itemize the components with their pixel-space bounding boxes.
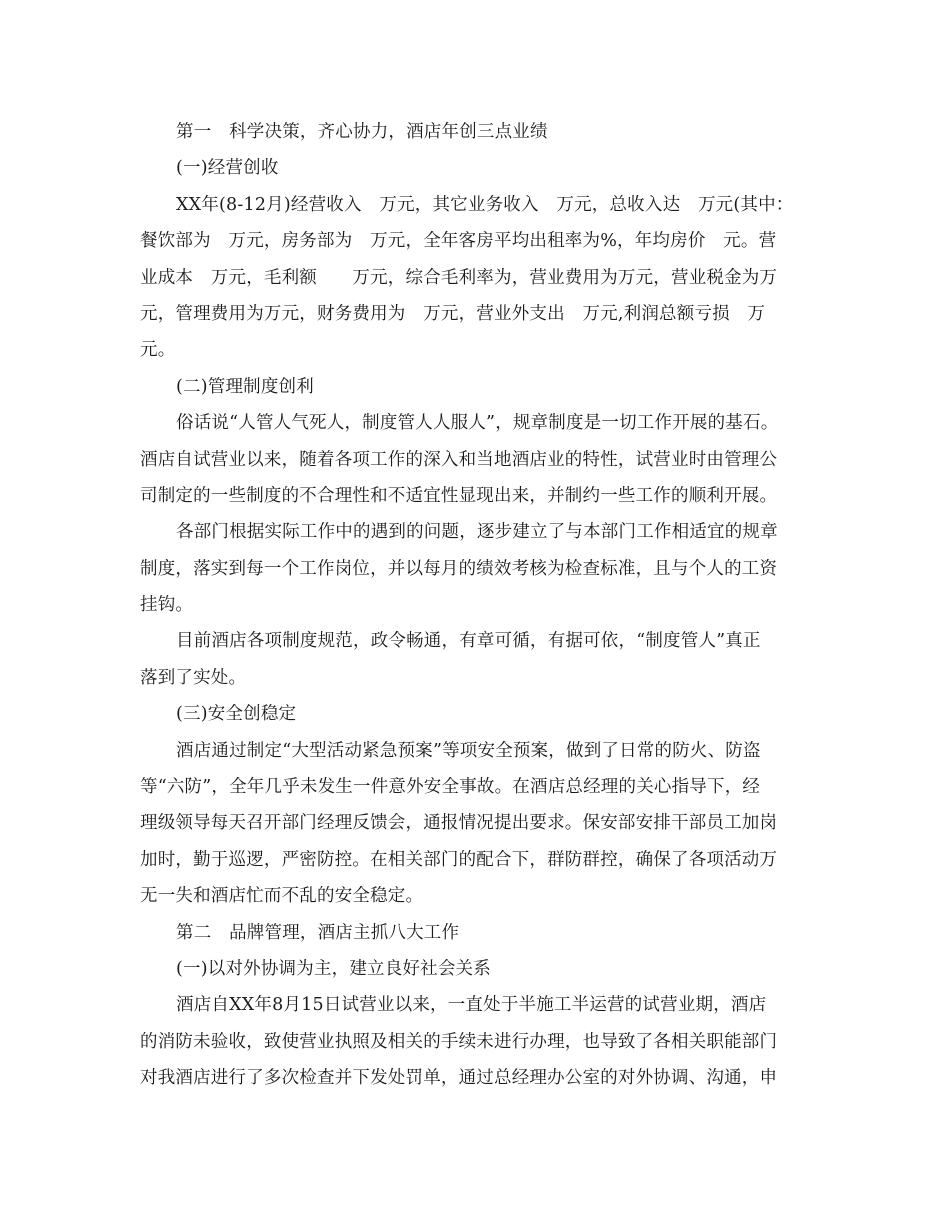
text-line: 对我酒店进行了多次检查并下发处罚单，通过总经理办公室的对外协调、沟通，申 <box>140 1068 778 1089</box>
document-body <box>140 114 815 1097</box>
text-line: 的消防未验收，致使营业执照及相关的手续未进行办理，也导致了各相关职能部门 <box>140 1031 778 1052</box>
text-line: 加时，勤于巡逻，严密防控。在相关部门的配合下，群防群控，确保了各项活动万 <box>140 849 778 870</box>
text-line: 目前酒店各项制度规范，政令畅通，有章可循，有据可依，“制度管人”真正 <box>176 631 761 652</box>
text-line: 酒店自XX年8月15日试营业以来，一直处于半施工半运营的试营业期，酒店 <box>176 995 767 1016</box>
text-line: 元，管理费用为万元，财务费用为 万元，营业外支出 万元,利润总额亏损 万 <box>140 303 766 324</box>
subheading-external-coordination: (一)以对外协调为主，建立良好社会关系 <box>176 958 491 979</box>
text-line: 元。 <box>140 340 176 361</box>
text-line: 各部门根据实际工作中的遇到的问题，逐步建立了与本部门工作相适宜的规章 <box>176 522 778 543</box>
text-line: 挂钩。 <box>140 595 194 616</box>
text-line: 司制定的一些制度的不合理性和不适宜性显现出来，并制约一些工作的顺利开展。 <box>140 485 778 506</box>
heading-part-two: 第二 品牌管理，酒店主抓八大工作 <box>176 922 460 943</box>
heading-part-one: 第一 科学决策，齐心协力，酒店年创三点业绩 <box>176 122 548 142</box>
subheading-management-system: (二)管理制度创利 <box>176 376 314 397</box>
text-line: XX年(8-12月)经营收入 万元，其它业务收入 万元，总收入达 万元(其中： <box>176 194 794 215</box>
text-line: 制度，落实到每一个工作岗位，并以每月的绩效考核为检查标准，且与个人的工资 <box>140 558 778 579</box>
text-line: 餐饮部为 万元，房务部为 万元，全年客房平均出租率为%，年均房价 元。营 <box>140 231 777 252</box>
text-line: 理级领导每天召开部门经理反馈会，通报情况提出要求。保安部安排干部员工加岗 <box>140 813 778 834</box>
text-line: 酒店通过制定“大型活动紧急预案”等项安全预案，做到了日常的防火、防盗 <box>176 740 761 761</box>
text-line: 酒店自试营业以来，随着各项工作的深入和当地酒店业的特性，试营业时由管理公 <box>140 449 778 470</box>
text-line: 业成本 万元，毛利额 万元，综合毛利率为，营业费用为万元，营业税金为万 <box>140 267 778 288</box>
subheading-operating-revenue: (一)经营创收 <box>176 158 279 179</box>
text-line: 等“六防”，全年几乎未发生一件意外安全事故。在酒店总经理的关心指导下，经 <box>140 777 761 798</box>
text-line: 俗话说“人管人气死人，制度管人人服人”，规章制度是一切工作开展的基石。 <box>176 413 779 434</box>
subheading-safety: (三)安全创稳定 <box>176 704 297 725</box>
text-line: 无一失和酒店忙而不乱的安全稳定。 <box>140 886 424 907</box>
text-line: 落到了实处。 <box>140 667 247 688</box>
